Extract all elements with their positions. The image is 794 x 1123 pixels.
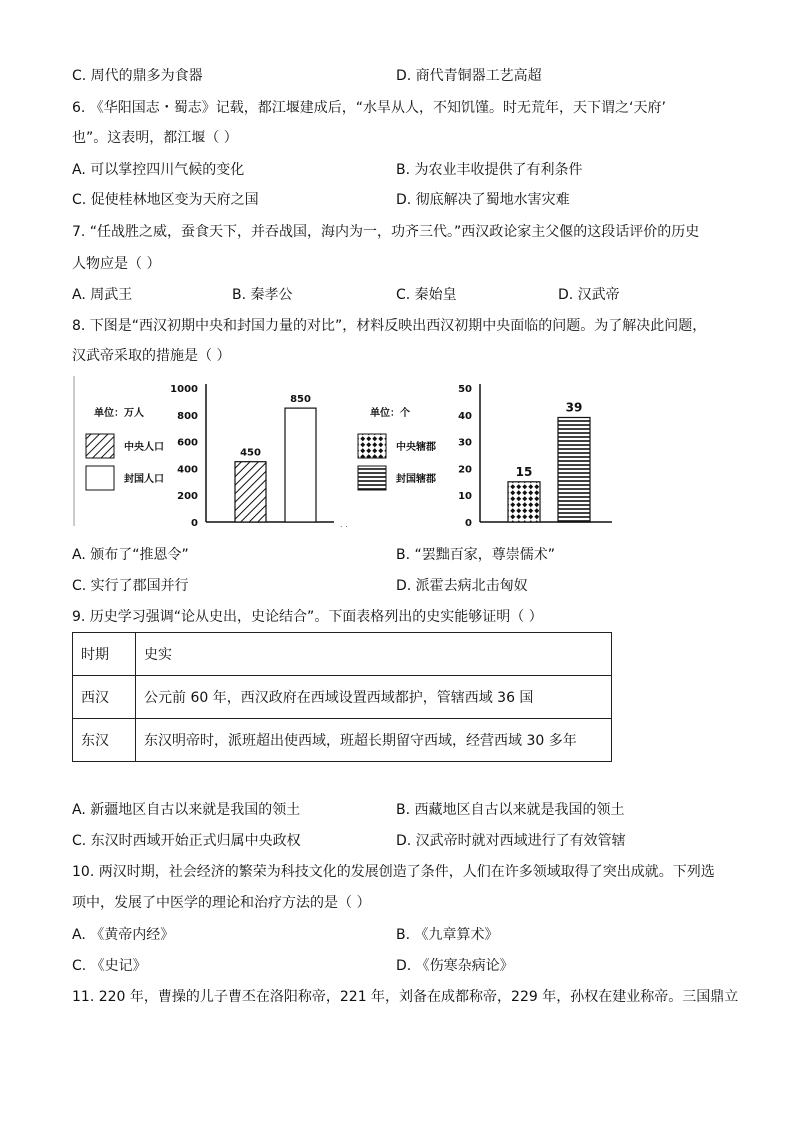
q8-option-b: B. “罢黜百家，尊崇儒术”: [396, 547, 556, 563]
history-table: [72, 632, 612, 762]
table-cell: 公元前 60 年，西汉政府在西域设置西域都护，管辖西域 36 国: [136, 676, 612, 719]
table-cell: 西汉: [73, 676, 136, 719]
q7-option-a: A. 周武王: [72, 287, 133, 303]
y-tick-label: 0: [465, 518, 472, 529]
y-tick-label: 10: [458, 491, 472, 503]
y-tick-label: 800: [177, 410, 198, 422]
legend-label: 封国辖郡: [396, 474, 436, 485]
table-cell: 东汉: [73, 719, 136, 762]
q10-stem-line1: 10. 两汉时期，社会经济的繁荣为科技文化的发展创造了条件，人们在许多领域取得了突出成就。下列选: [72, 864, 715, 880]
q8-option-c: C. 实行了郡国并行: [72, 578, 189, 594]
q6-option-d: D. 彻底解决了蜀地水害灾难: [396, 192, 570, 208]
q7-stem-line1: 7. “任战胜之威，蚕食天下，并吞战国，海内为一，功齐三代。”西汉政论家主父偃的这段话评价的历史: [72, 224, 700, 240]
y-tick-label: 200: [177, 491, 198, 503]
bar-value-label: 450: [240, 447, 261, 459]
bar: [508, 482, 540, 522]
q9-option-d: D. 汉武帝时就对西域进行了有效管辖: [396, 833, 626, 849]
y-tick-label: 1000: [170, 384, 198, 395]
q7-stem-line2: 人物应是（ ）: [72, 256, 161, 272]
q9-option-c: C. 东汉时西域开始正式归属中央政权: [72, 833, 301, 849]
q9-option-b: B. 西藏地区自古以来就是我国的领土: [396, 802, 625, 818]
legend-label: 封国人口: [124, 474, 164, 485]
q8-option-a: A. 颁布了“推恩令”: [72, 547, 189, 563]
q10-option-b: B. 《九章算术》: [396, 927, 499, 943]
q7-option-d: D. 汉武帝: [558, 287, 620, 303]
legend-label: 中央人口: [124, 442, 164, 453]
q6-option-c: C. 促使桂林地区变为天府之国: [72, 192, 259, 208]
bar-value-label: 39: [565, 400, 583, 415]
q6-stem-line1: 6. 《华阳国志・蜀志》记载，都江堰建成后，“水旱从人，不知饥馑。时无荒年，天下谓之‘天府’: [72, 100, 666, 116]
option-c-prev: C. 周代的鼎多为食器: [72, 68, 203, 84]
y-tick-label: 20: [458, 464, 472, 476]
bar-value-label: 15: [515, 464, 533, 479]
q9-option-a: A. 新疆地区自古以来就是我国的领土: [72, 802, 301, 818]
q10-option-a: A. 《黄帝内经》: [72, 927, 175, 943]
q7-option-b: B. 秦孝公: [232, 287, 293, 303]
legend-swatch: [86, 434, 114, 458]
table-header-cell: 时期: [73, 633, 136, 676]
q10-option-c: C. 《史记》: [72, 958, 147, 974]
separator-mark: . .: [340, 520, 348, 529]
option-d-prev: D. 商代青铜器工艺高超: [396, 68, 542, 84]
bar: [235, 462, 266, 522]
q6-option-b: B. 为农业丰收提供了有利条件: [396, 162, 583, 178]
q9-stem: 9. 历史学习强调“论从史出，史论结合”。下面表格列出的史实能够证明（ ）: [72, 609, 543, 625]
q6-option-a: A. 可以掌控四川气候的变化: [72, 162, 245, 178]
bar: [558, 417, 590, 522]
q6-stem-line2: 也”。这表明，都江堰（ ）: [72, 130, 238, 146]
q8-stem-line2: 汉武帝采取的措施是（ ）: [72, 348, 231, 364]
bar-value-label: 850: [290, 394, 311, 406]
q8-option-d: D. 派霍去病北击匈奴: [396, 578, 528, 594]
q10-stem-line2: 项中，发展了中医学的理论和治疗方法的是（ ）: [72, 895, 371, 911]
q10-option-d: D. 《伤寒杂病论》: [396, 958, 514, 974]
legend-swatch: [358, 434, 386, 458]
table-row: [73, 719, 612, 762]
legend-label: 中央辖郡: [396, 442, 436, 453]
bar: [285, 408, 316, 522]
q8-stem-line1: 8. 下图是“西汉初期中央和封国力量的对比”，材料反映出西汉初期中央面临的问题。为了解决此问题，: [72, 318, 707, 334]
y-tick-label: 50: [458, 384, 472, 395]
legend-swatch: [358, 466, 386, 490]
table-row: [73, 676, 612, 719]
y-tick-label: 0: [191, 518, 198, 529]
y-tick-label: 40: [458, 410, 472, 422]
table-cell: 东汉明帝时，派班超出使西域，班超长期留守西域，经营西域 30 多年: [136, 719, 612, 762]
table-header-row: [73, 633, 612, 676]
y-tick-label: 600: [177, 437, 198, 449]
y-tick-label: 400: [177, 464, 198, 476]
unit-label: 单位：万人: [94, 408, 144, 419]
q11-stem-line1: 11. 220 年，曹操的儿子曹丕在洛阳称帝，221 年，刘备在成都称帝，229 年，孙权在建业称帝。三国鼎立: [72, 989, 739, 1005]
table-header-cell: 史实: [136, 633, 612, 676]
legend-swatch: [86, 466, 114, 490]
q7-option-c: C. 秦始皇: [396, 287, 457, 303]
unit-label: 单位：个: [370, 408, 410, 419]
y-tick-label: 30: [458, 437, 472, 449]
power-comparison-chart: [72, 376, 612, 532]
